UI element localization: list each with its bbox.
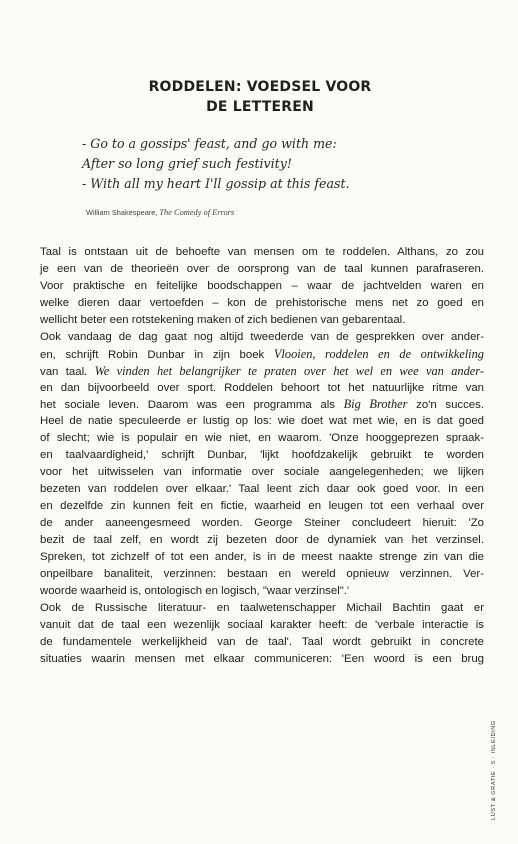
body-line: [40, 634, 484, 651]
body-text-segment: welke dieren daar vertoefden – kon de prehistorische mens net zo goed en: [40, 296, 484, 309]
body-line: [40, 464, 484, 481]
body-line: [40, 278, 484, 295]
epigraph-attribution: [86, 207, 446, 219]
body-line: [40, 295, 484, 312]
body-line: [40, 380, 484, 397]
chapter-title: [80, 77, 440, 117]
body-line: [40, 413, 484, 430]
body-text-segment: de ander aaneengesmeed worden. George Steiner concludeert hieruit: 'Zo: [40, 517, 484, 529]
body-line: [40, 329, 484, 346]
body-line: [40, 583, 484, 600]
epigraph-line: - Go to a gossips' feast, and go with me:: [82, 136, 337, 151]
body-text-segment: Heel de natie speculeerde er lustig op los: wie doet wat met wie, en is dat goed: [40, 415, 484, 428]
body-text-segment: van taal: [40, 365, 85, 378]
running-head: [488, 604, 498, 844]
epigraph: [82, 134, 442, 194]
body-text-segment: onpeilbare banaliteit, verzinnen: bestaan en wereld opnieuw verzinnen. Ver-: [40, 567, 484, 580]
body-text-segment: situaties waarin mensen met elkaar communiceren: 'Een woord is een brug: [40, 652, 484, 665]
body-text: [40, 244, 484, 667]
body-text-segment: bezeten van roddelen over elkaar.' Taal leent zich daar ook goed voor. In een: [40, 483, 484, 496]
body-text-segment: en, schrijft Robin Dunbar in zijn boek: [40, 348, 274, 361]
epigraph-line: - With all my heart I'll gossip at this feast.: [82, 176, 350, 191]
italic-title: . We vinden het belangrijker te praten over het wel en wee van ander-: [84, 363, 484, 378]
chapter-title-line: DE LETTEREN: [206, 99, 314, 115]
body-text-segment: zo'n succes.: [407, 399, 485, 412]
attribution-author: William Shakespeare,: [86, 208, 158, 217]
body-line: [40, 312, 484, 329]
body-line: [40, 651, 484, 668]
body-line: [40, 566, 484, 583]
running-head-text: LUST & GRATIE · 5 · INLEIDING: [491, 720, 497, 820]
body-line: [40, 244, 484, 261]
body-text-segment: woorde waarheid is, ontologisch en logisch, "waar verzinsel".': [40, 584, 350, 597]
body-text-segment: de fundamentele werkelijkheid van de taal'. Taal wordt gebruikt in concrete: [40, 635, 484, 648]
epigraph-line: After so long grief such festivity!: [82, 156, 292, 171]
body-text-segment: voor het uitwisselen van informatie over sociale aangelegenheden; we lijken: [40, 466, 484, 479]
body-line: [40, 430, 484, 447]
chapter-title-line: RODDELEN: VOEDSEL VOOR: [148, 79, 372, 95]
body-line: [40, 600, 484, 617]
body-text-segment: en taalvaardigheid,' schrijft Dunbar, 'lijkt hoofdzakelijk gebruikt te worden: [40, 449, 484, 462]
body-text-segment: het sociale leven. Daarom was een programma als: [40, 399, 344, 412]
body-text-segment: Taal is ontstaan uit de behoefte van mensen om te roddelen. Althans, zo zou: [40, 246, 484, 258]
body-line: [40, 498, 484, 515]
attribution-work: The Comedy of Errors: [159, 208, 235, 217]
body-text-segment: en dan bijvoorbeeld over sport. Roddelen behoort tot het natuurlijke ritme van: [40, 381, 484, 394]
body-line: [40, 515, 484, 532]
body-text-segment: Ook de Russische literatuur- en taalwetenschapper Michail Bachtin gaat er: [40, 601, 484, 614]
body-text-segment: of slecht; wie is populair en wie niet, en waarom. 'Onze hooggeprezen spraak-: [40, 432, 484, 445]
body-line: [40, 346, 484, 363]
body-text-segment: Spreken, tot zichzelf of tot een ander, is in de meest naakte strenge zin van die: [40, 550, 484, 563]
body-line: [40, 532, 484, 549]
body-text-segment: je een van de theorieën over de oorsprong van de taal kunnen parafraseren.: [40, 262, 484, 275]
body-line: [40, 617, 484, 634]
body-text-segment: Ook vandaag de dag gaat nog altijd tweederde van de gesprekken over ander-: [40, 330, 484, 343]
body-line: [40, 447, 484, 464]
body-text-segment: Voor praktische en feitelijke boodschappen – waar de jachtvelden waren en: [40, 279, 484, 292]
italic-title: Vlooien, roddelen en de ontwikkeling: [273, 346, 484, 361]
italic-title: Big Brother: [343, 397, 408, 412]
body-line: [40, 363, 484, 380]
body-text-segment: vanuit dat de taal een wezenlijk sociaal karakter heeft: de 'verbale interactie is: [40, 618, 484, 631]
body-line: [40, 549, 484, 566]
body-text-segment: en dezelfde zin kunnen feit en fictie, waarheid en leugen tot een verhaal over: [40, 500, 484, 513]
body-text-segment: bezit de taal zelf, en wordt zij bezeten door de dynamiek van het verzinsel.: [40, 533, 484, 546]
body-line: [40, 396, 484, 413]
body-text-segment: wellicht beter een rotstekening maken of zich bedienen van gebarentaal.: [40, 313, 406, 326]
body-line: [40, 481, 484, 498]
body-line: [40, 261, 484, 278]
